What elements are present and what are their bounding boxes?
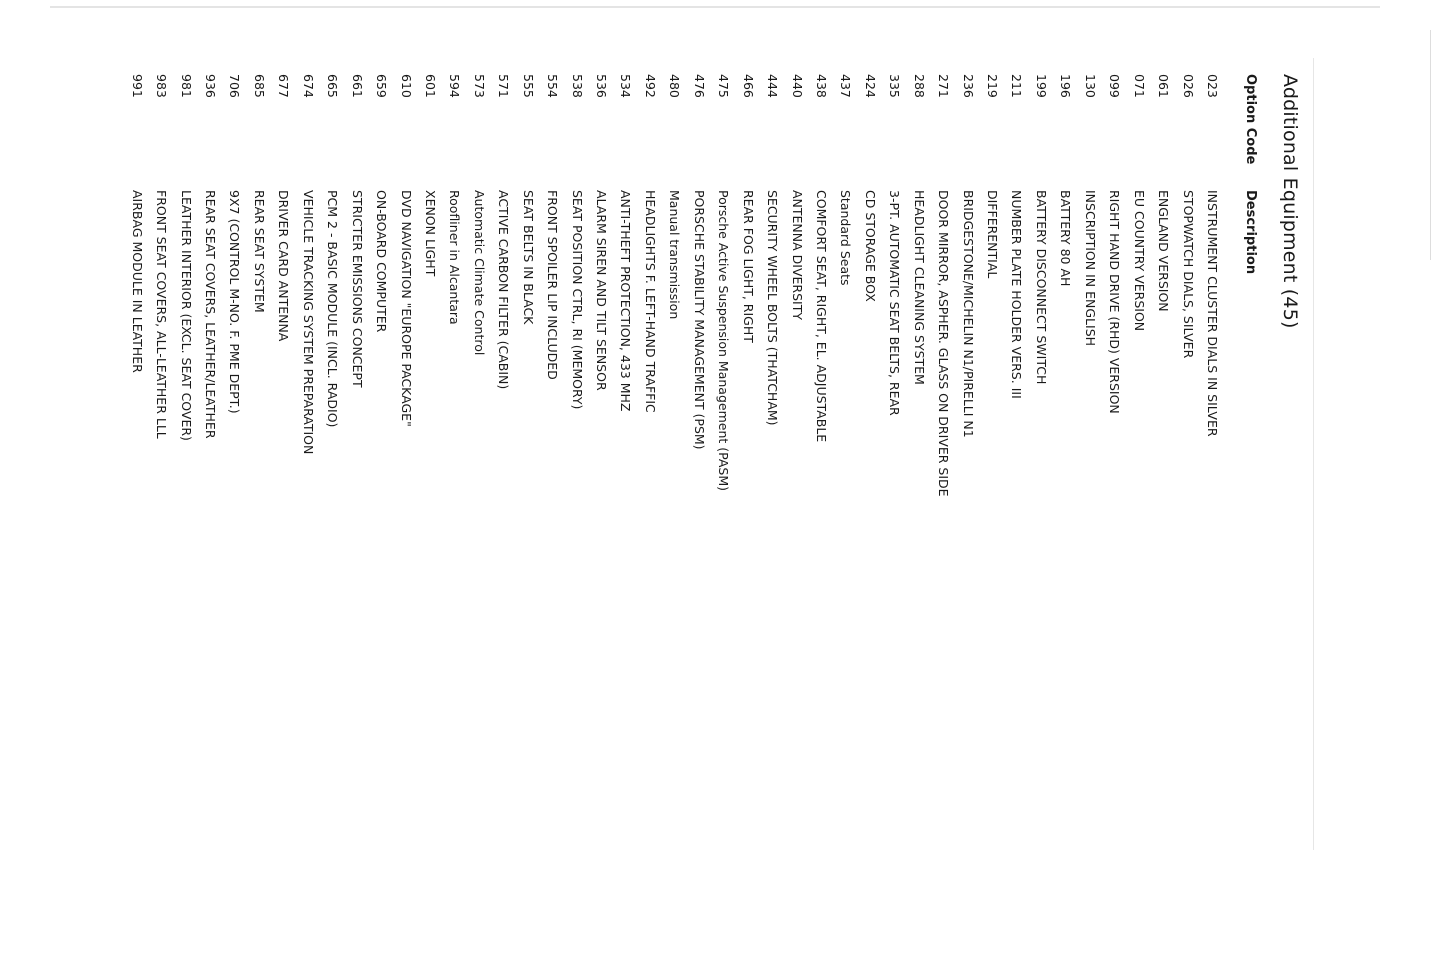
column-header-option-code: Option Code (1243, 74, 1258, 165)
option-description: DOOR MIRROR, ASPHER. GLASS ON DRIVER SIDE (936, 190, 952, 497)
equipment-row (1126, 74, 1150, 874)
option-description: NUMBER PLATE HOLDER VERS. III (1009, 190, 1025, 399)
option-description: Manual transmission (667, 190, 683, 320)
option-code: 476 (691, 74, 707, 98)
option-code: 573 (471, 74, 487, 98)
equipment-row (418, 74, 442, 874)
option-code: 983 (154, 74, 170, 98)
equipment-row (760, 74, 784, 874)
option-code: 438 (814, 74, 829, 98)
equipment-row (589, 74, 613, 874)
equipment-row (1200, 74, 1224, 874)
option-description: BATTERY DISCONNECT SWITCH (1033, 190, 1049, 385)
option-description: BRIDGESTONE/MICHELIN N1/PIRELLI N1 (960, 190, 976, 438)
option-code: 444 (765, 74, 781, 98)
option-description: ANTI-THEFT PROTECTION, 433 MHZ (618, 190, 634, 412)
option-code: 335 (887, 74, 903, 98)
equipment-row (784, 74, 808, 874)
option-description: STOPWATCH DIALS, SILVER (1180, 190, 1196, 359)
option-code: 026 (1180, 74, 1196, 98)
equipment-row (1004, 74, 1028, 874)
option-code: 271 (936, 74, 952, 98)
option-code: 424 (862, 74, 878, 98)
option-description: REAR FOG LIGHT, RIGHT (740, 190, 756, 343)
option-code: 196 (1058, 74, 1074, 98)
equipment-row (980, 74, 1004, 874)
option-description: Standard Seats (838, 190, 854, 286)
option-description: HEADLIGHTS F. LEFT-HAND TRAFFIC (642, 190, 658, 413)
option-code: 536 (594, 74, 610, 98)
equipment-row (515, 74, 539, 874)
option-code: 659 (374, 74, 390, 98)
equipment-row (735, 74, 759, 874)
option-code: 492 (642, 74, 658, 98)
option-code: 665 (325, 74, 341, 98)
option-code: 480 (667, 74, 683, 98)
equipment-row (369, 74, 393, 874)
option-description: REAR SEAT SYSTEM (251, 190, 267, 313)
option-code: 674 (300, 74, 316, 98)
option-code: 071 (1131, 74, 1147, 98)
option-code: 685 (251, 74, 267, 98)
option-code: 288 (911, 74, 927, 98)
equipment-row (271, 74, 295, 874)
equipment-row (564, 74, 588, 874)
equipment-row (1077, 74, 1101, 874)
option-description: BATTERY 80 AH (1058, 190, 1074, 287)
option-description: REAR SEAT COVERS, LEATHER/LEATHER (203, 190, 219, 439)
option-code: 677 (276, 74, 292, 98)
option-description: COMFORT SEAT, RIGHT, EL. ADJUSTABLE (814, 190, 829, 443)
equipment-row (613, 74, 637, 874)
option-description: 3-PT. AUTOMATIC SEAT BELTS, REAR (887, 190, 903, 416)
equipment-row (320, 74, 344, 874)
option-code: 475 (716, 74, 732, 98)
option-description: DRIVER CARD ANTENNA (276, 190, 292, 342)
equipment-row (662, 74, 686, 874)
option-description: LEATHER INTERIOR (EXCL. SEAT COVER) (178, 190, 194, 441)
option-description: PCM 2 - BASIC MODULE (INCL. RADIO) (325, 190, 341, 428)
option-description: DIFFERENTIAL (985, 190, 1001, 279)
equipment-row (1151, 74, 1175, 874)
option-code: 610 (398, 74, 414, 98)
option-description: ON-BOARD COMPUTER (374, 190, 390, 333)
option-code: 437 (838, 74, 854, 98)
equipment-row (1029, 74, 1053, 874)
option-code: 211 (1009, 74, 1025, 98)
equipment-row (442, 74, 466, 874)
option-description: ACTIVE CARBON FILTER (CABIN) (496, 190, 512, 390)
option-code: 554 (545, 74, 561, 98)
option-code: 440 (789, 74, 805, 98)
equipment-row (857, 74, 881, 874)
equipment-row (466, 74, 490, 874)
option-code: 991 (129, 74, 145, 98)
option-description: INSTRUMENT CLUSTER DIALS IN SILVER (1205, 190, 1220, 437)
equipment-row (344, 74, 368, 874)
equipment-row (198, 74, 222, 874)
option-description: VEHICLE TRACKING SYSTEM PREPARATION (300, 190, 316, 455)
equipment-row (711, 74, 735, 874)
option-description: STRICTER EMISSIONS CONCEPT (349, 190, 365, 388)
option-description: SEAT POSITION CTRL, RI (MEMORY) (569, 190, 585, 410)
option-description: DVD NAVIGATION "EUROPE PACKAGE" (398, 190, 414, 427)
equipment-row (1053, 74, 1077, 874)
equipment-row (247, 74, 271, 874)
equipment-list (124, 74, 1224, 874)
option-code: 023 (1205, 74, 1220, 98)
option-code: 571 (496, 74, 512, 98)
column-header-description: Description (1243, 190, 1258, 275)
option-description: ALARM SIREN AND TILT SENSOR (594, 190, 610, 391)
option-code: 936 (203, 74, 219, 98)
equipment-row (222, 74, 246, 874)
option-description: XENON LIGHT (423, 190, 438, 277)
option-description: PORSCHE STABILITY MANAGEMENT (PSM) (691, 190, 707, 450)
equipment-row (173, 74, 197, 874)
equipment-row (882, 74, 906, 874)
option-code: 555 (520, 74, 536, 98)
equipment-row (149, 74, 173, 874)
equipment-row (833, 74, 857, 874)
equipment-row (1175, 74, 1199, 874)
option-description: RIGHT HAND DRIVE (RHD) VERSION (1107, 190, 1123, 414)
equipment-row (295, 74, 319, 874)
equipment-row (955, 74, 979, 874)
option-code: 219 (985, 74, 1001, 98)
equipment-row (491, 74, 515, 874)
option-code: 199 (1033, 74, 1049, 98)
option-description: HEADLIGHT CLEANING SYSTEM (911, 190, 927, 385)
option-description: ANTENNA DIVERSITY (789, 190, 805, 320)
option-description: EU COUNTRY VERSION (1131, 190, 1147, 332)
section-title: Additional Equipment (45) (1279, 74, 1301, 329)
section-border (1313, 58, 1314, 850)
option-code: 594 (447, 74, 463, 98)
option-code: 981 (178, 74, 194, 98)
option-description: ENGLAND VERSION (1156, 190, 1172, 312)
equipment-row (809, 74, 833, 874)
equipment-row (124, 74, 148, 874)
equipment-row (1102, 74, 1126, 874)
equipment-row (393, 74, 417, 874)
option-description: FRONT SEAT COVERS, ALL-LEATHER LLL (154, 190, 170, 439)
equipment-row (540, 74, 564, 874)
option-description: Roofliner in Alcantara (447, 190, 463, 325)
equipment-row (906, 74, 930, 874)
option-code: 534 (618, 74, 634, 98)
option-code: 236 (960, 74, 976, 98)
option-description: SECURITY WHEEL BOLTS (THATCHAM) (765, 190, 781, 426)
equipment-row (686, 74, 710, 874)
equipment-row (931, 74, 955, 874)
option-code: 130 (1082, 74, 1098, 98)
option-description: AIRBAG MODULE IN LEATHER (129, 190, 145, 373)
equipment-row (638, 74, 662, 874)
option-code: 706 (227, 74, 243, 98)
option-code: 661 (349, 74, 365, 98)
option-description: SEAT BELTS IN BLACK (520, 190, 536, 325)
option-description: INSCRIPTION IN ENGLISH (1082, 190, 1098, 347)
option-description: 9X7 (CONTROL M-NO. F. PME DEPT.) (227, 190, 243, 414)
option-code: 466 (740, 74, 756, 98)
option-description: FRONT SPOILER LIP INCLUDED (545, 190, 561, 380)
option-description: Porsche Active Suspension Management (PASM) (716, 190, 732, 492)
option-code: 601 (423, 74, 438, 98)
option-code: 099 (1107, 74, 1123, 98)
option-code: 061 (1156, 74, 1172, 98)
option-code: 538 (569, 74, 585, 98)
option-description: Automatic Climate Control (471, 190, 487, 356)
option-description: CD STORAGE BOX (862, 190, 878, 302)
